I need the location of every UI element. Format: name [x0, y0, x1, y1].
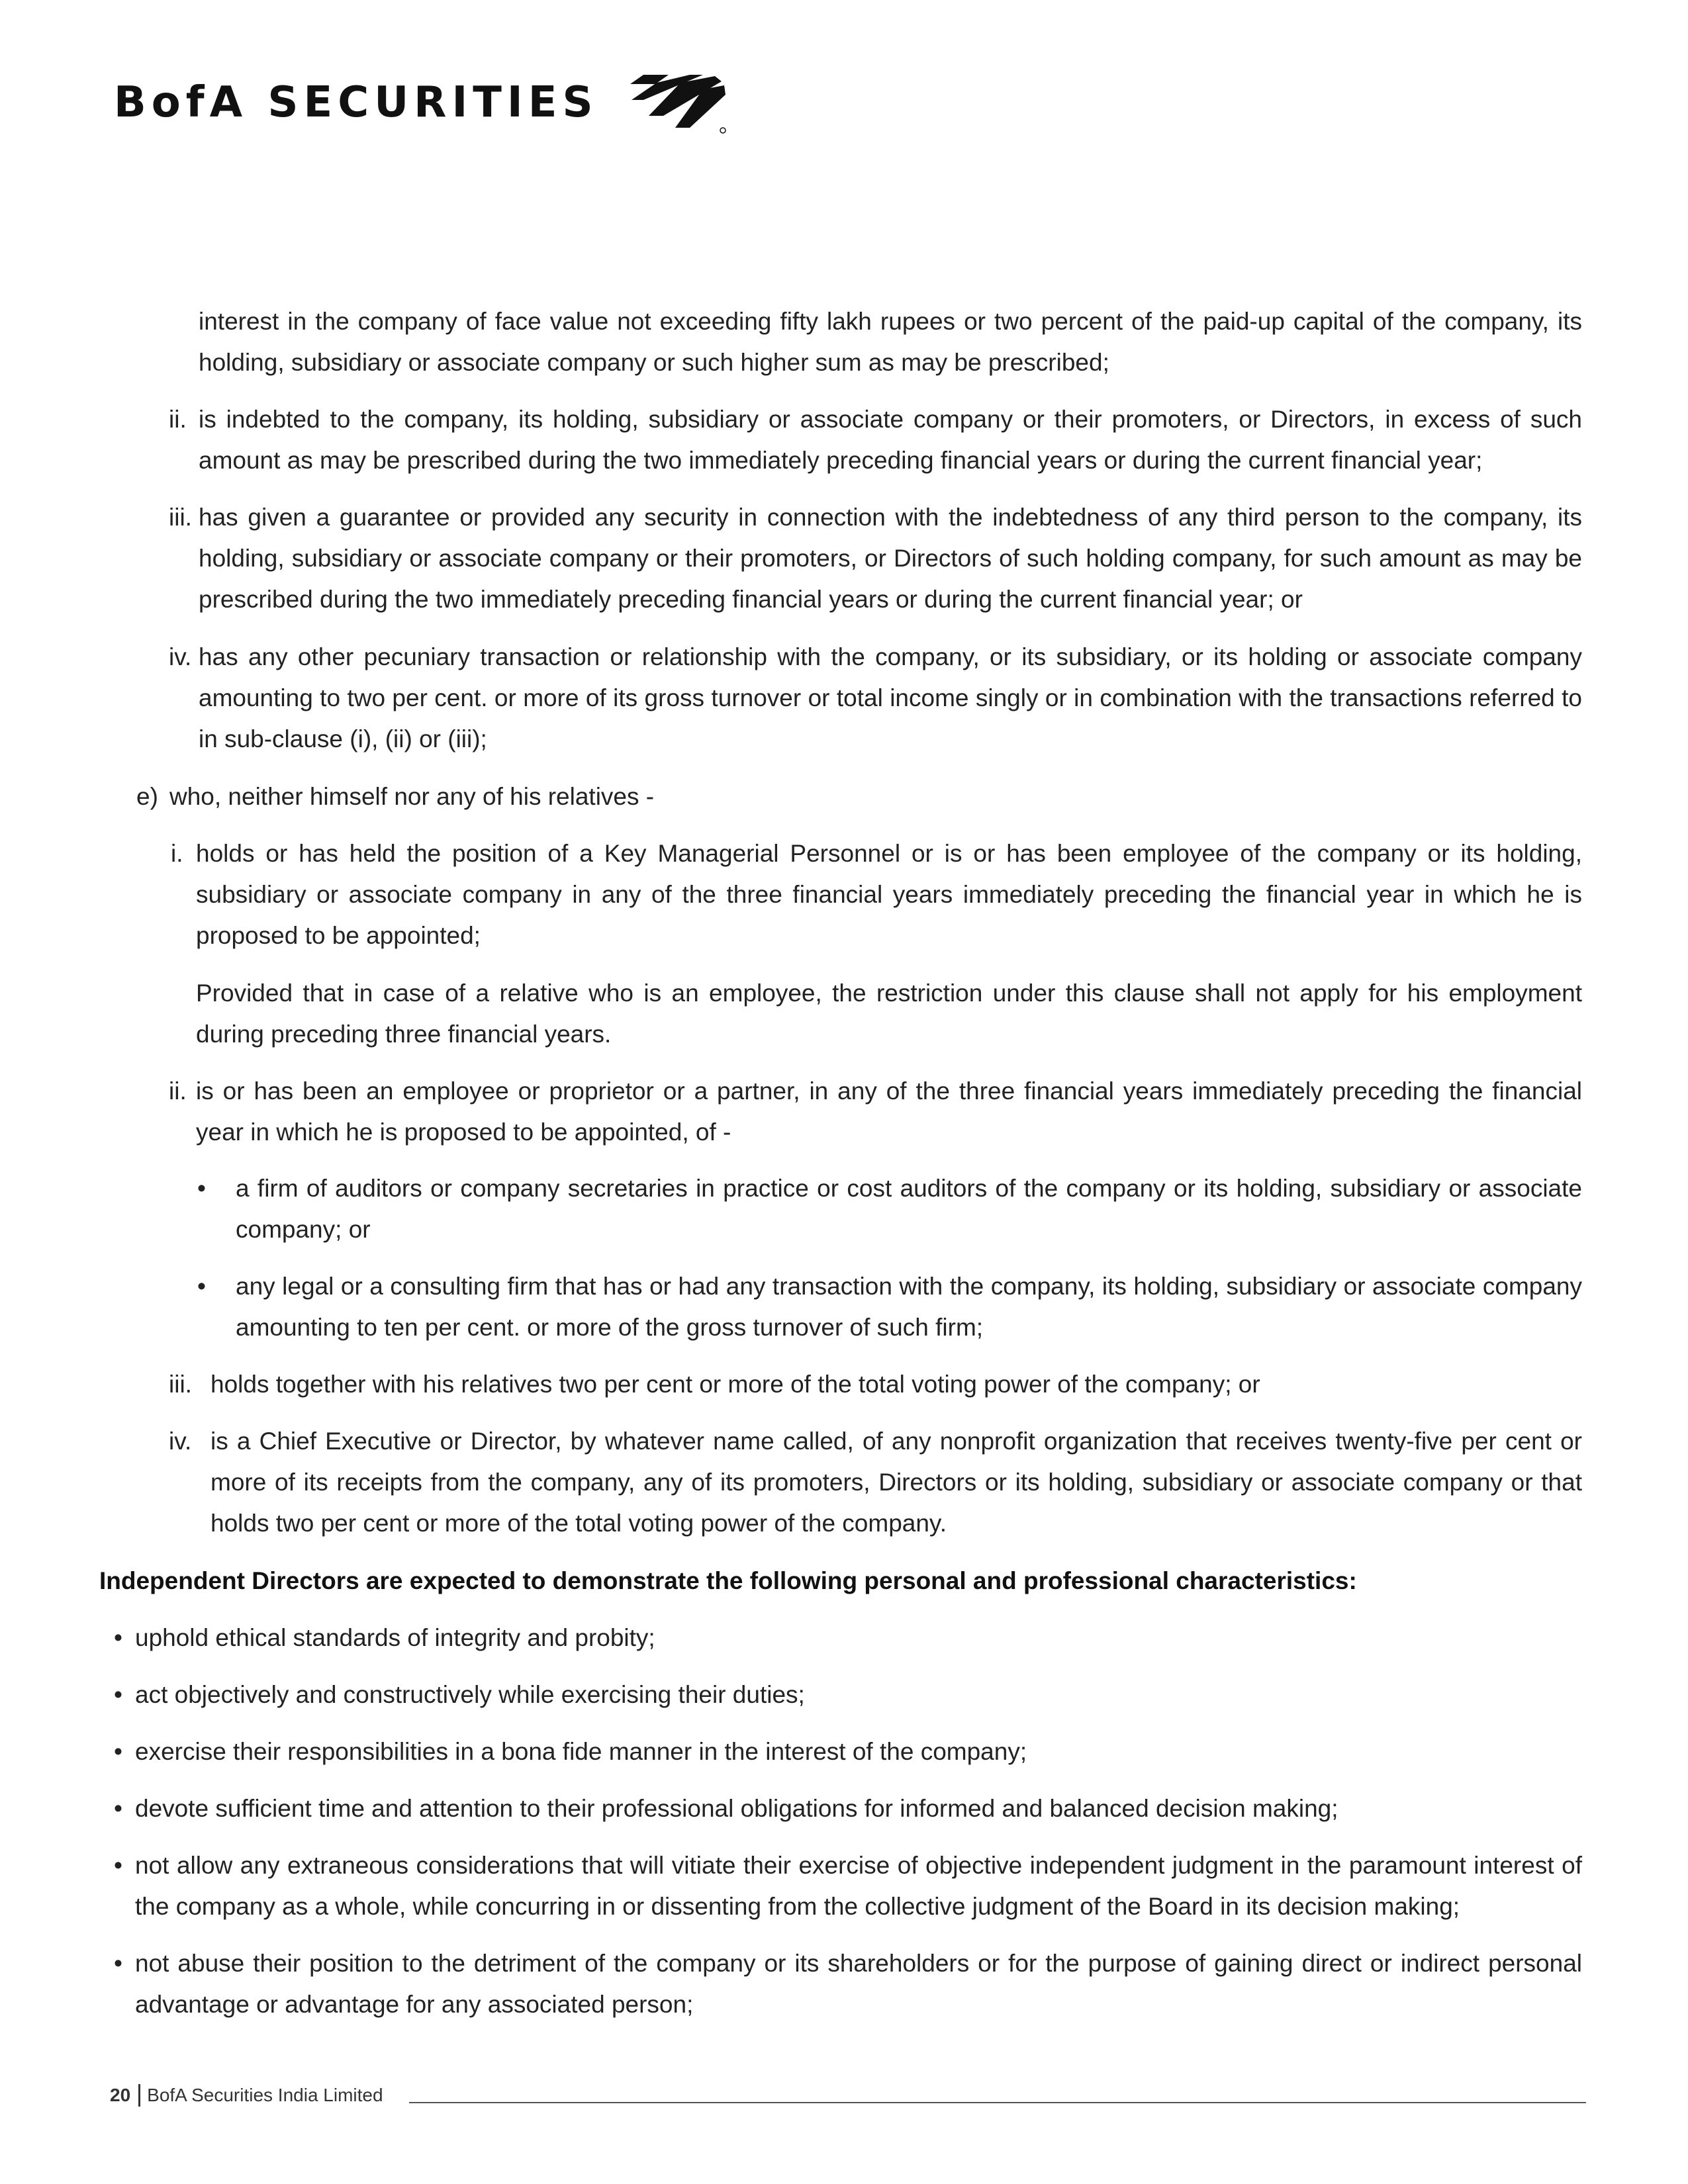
footer-separator	[138, 2084, 140, 2107]
footer-company-name: BofA Securities India Limited	[147, 2085, 383, 2105]
bullet-glyph: •	[114, 1738, 122, 1765]
clause-e-i-text: holds or has held the position of a Key Managerial Personnel or is or has been employee of the company or its holding, subsidiary or associate company in any of the three financial years immediately preceding the financial year in which he is proposed to be appointed;	[196, 840, 1582, 949]
bullet-glyph: •	[114, 1624, 122, 1651]
characteristic-bullet: devote sufficient time and attention to their professional obligations for informed and balanced decision making;	[135, 1795, 1338, 1822]
logo-wordmark: BofA SECURITIES	[114, 78, 598, 127]
clause-e-iv-text: is a Chief Executive or Director, by whatever name called, of any nonprofit organization that receives twenty-five per cent or more of its receipts from the company, any of its promoters, Directors or its holding, subsidiary or associate company or that holds two per cent or more of the total voting power of the company.	[211, 1428, 1582, 1537]
clause-d-iv-text: has any other pecuniary transaction or relationship with the company, or its subsidiary, or its holding or associate company amounting to two per cent. or more of its gross turnover or total income singly or in combination with the transactions referred to in sub-clause (i), (ii) or (iii);	[199, 643, 1582, 752]
clause-d-ii-text: is indebted to the company, its holding, subsidiary or associate company or their promoters, or Directors, in excess of such amount as may be prescribed during the two immediately preceding financial years or during the current financial year;	[199, 406, 1582, 474]
sub-bullet-legal-firm: any legal or a consulting firm that has or had any transaction with the company, its holding, subsidiary or associate company amounting to ten per cent. or more of the gross turnover of such firm;	[236, 1273, 1582, 1341]
clause-e-iii-number: iii.	[169, 1371, 192, 1398]
clause-d-i-continuation: interest in the company of face value not exceeding fifty lakh rupees or two percent of the paid-up capital of the company, its holding, subsidiary or associate company or such higher sum as may be prescribed;	[199, 308, 1582, 376]
clause-e-iv-number: iv.	[169, 1428, 192, 1455]
clause-d-iii-text: has given a guarantee or provided any security in connection with the indebtedness of any third person to the company, its holding, subsidiary or associate company or their promoters, or Directors of such holding company, for such amount as may be prescribed during the two immediately preceding financial years or during the current financial year; or	[199, 504, 1582, 613]
clause-e-i-number: i.	[171, 840, 183, 867]
sub-bullet-glyph: •	[197, 1273, 206, 1300]
bullet-glyph: •	[114, 1950, 122, 1977]
clause-d-iv-number: iv.	[169, 643, 192, 670]
bullet-glyph: •	[114, 1795, 122, 1822]
bullet-glyph: •	[114, 1852, 122, 1879]
page-number: 20	[110, 2085, 131, 2105]
characteristic-bullet: not allow any extraneous considerations that will vitiate their exercise of objective independent judgment in the paramount interest of the company as a whole, while concurring in or dissenting from the collective judgment of the Board in its decision making;	[135, 1852, 1582, 1920]
sub-bullet-auditors: a firm of auditors or company secretaries in practice or cost auditors of the company or its holding, subsidiary or associate company; or	[236, 1175, 1582, 1243]
characteristic-bullet: act objectively and constructively while exercising their duties;	[135, 1681, 805, 1708]
clause-e-i-proviso: Provided that in case of a relative who is an employee, the restriction under this clause shall not apply for his employment during preceding three financial years.	[196, 979, 1582, 1048]
section-heading: Independent Directors are expected to demonstrate the following personal and professional characteristics:	[99, 1567, 1357, 1594]
clause-e-text: who, neither himself nor any of his relatives -	[169, 783, 655, 810]
characteristic-bullet: exercise their responsibilities in a bona fide manner in the interest of the company;	[135, 1738, 1027, 1765]
sub-bullet-glyph: •	[197, 1175, 206, 1202]
footer-rule	[409, 2102, 1586, 2103]
bofa-flag-stripes-icon	[617, 69, 729, 136]
clause-d-iii-number: iii.	[169, 504, 192, 531]
clause-e-iii-text: holds together with his relatives two per cent or more of the total voting power of the company; or	[211, 1371, 1260, 1398]
characteristic-bullet: uphold ethical standards of integrity and probity;	[135, 1624, 655, 1651]
clause-d-ii-number: ii.	[169, 406, 187, 433]
clause-e-ii-text: is or has been an employee or proprietor or a partner, in any of the three financial years immediately preceding the financial year in which he is proposed to be appointed, of -	[196, 1077, 1582, 1146]
clause-e-ii-number: ii.	[169, 1077, 187, 1105]
clause-e-label: e)	[136, 783, 158, 810]
page-footer	[110, 2082, 1586, 2109]
bullet-glyph: •	[114, 1681, 122, 1708]
company-logo	[114, 66, 729, 139]
characteristic-bullet: not abuse their position to the detriment of the company or its shareholders or for the purpose of gaining direct or indirect personal advantage or advantage for any associated person;	[135, 1950, 1582, 2018]
